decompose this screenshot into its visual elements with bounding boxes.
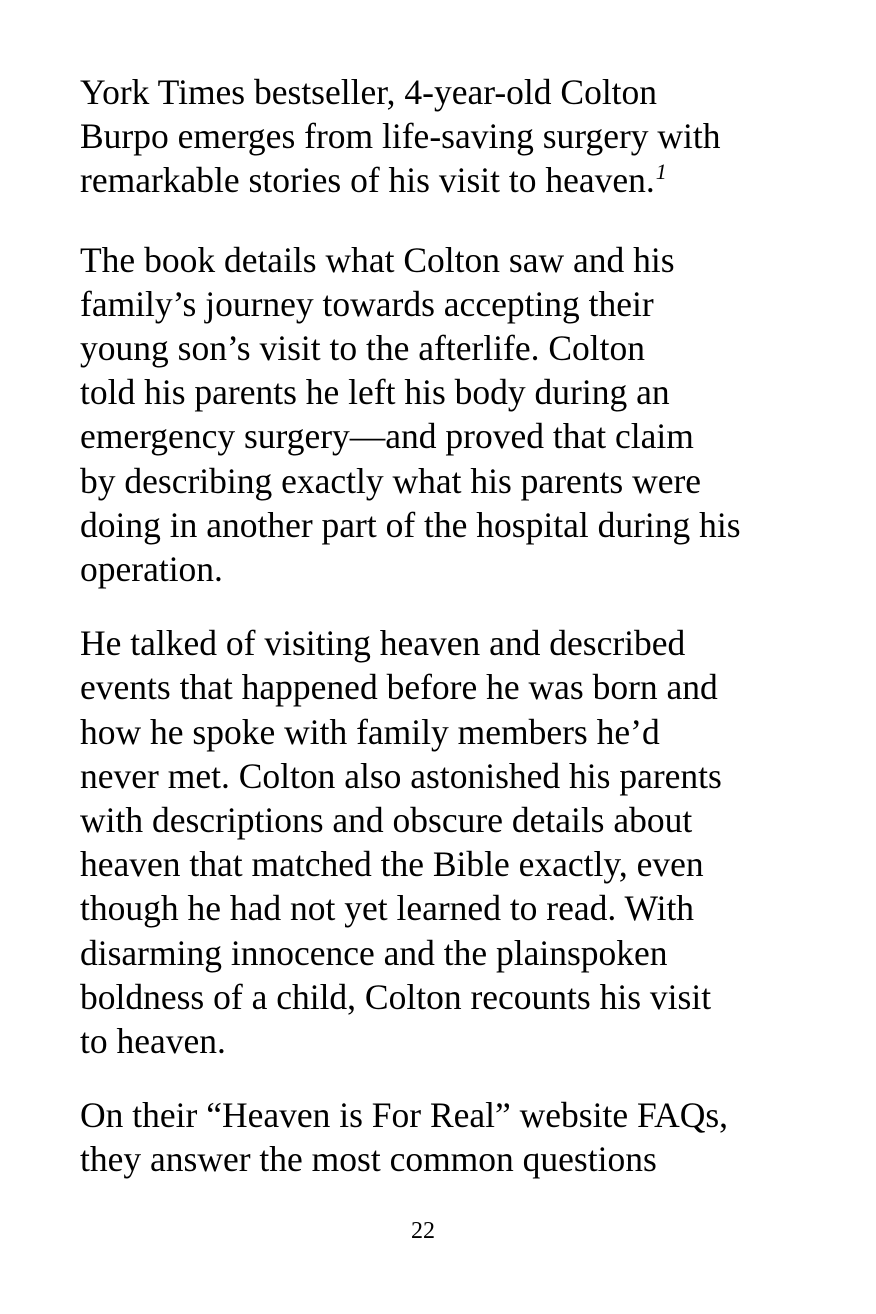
page-number: 22 xyxy=(411,1218,435,1244)
text-line xyxy=(80,158,800,207)
text-line: with descriptions and obscure details about xyxy=(80,800,693,841)
paragraph-2 xyxy=(80,238,800,592)
paragraph-1 xyxy=(80,70,800,208)
text-line: York Times bestseller, 4-year-old Colton xyxy=(80,72,658,112)
text-line: boldness of a child, Colton recounts his visit xyxy=(80,976,712,1017)
text-line: to heaven. xyxy=(80,1021,226,1062)
text-line: though he had not yet learned to read. With xyxy=(80,888,695,929)
text-line: how he spoke with family members he’d xyxy=(80,711,660,752)
text-line: young son’s visit to the afterlife. Colton xyxy=(80,328,645,369)
text-line: operation. xyxy=(80,549,223,590)
text-line: never met. Colton also astonished his parents xyxy=(80,755,722,796)
paragraph-3 xyxy=(80,621,800,1063)
text-line: family’s journey towards accepting their xyxy=(80,283,654,324)
text-line: He talked of visiting heaven and described xyxy=(80,623,686,664)
text-line: emergency surgery—and proved that claim xyxy=(80,416,694,457)
text-line: events that happened before he was born and xyxy=(80,667,718,708)
text-line: heaven that matched the Bible exactly, even xyxy=(80,844,704,885)
text-line: The book details what Colton saw and his xyxy=(80,239,675,280)
text-line: disarming innocence and the plainspoken xyxy=(80,932,668,973)
footnote-reference[interactable]: 1 xyxy=(655,159,667,185)
text-line: Burpo emerges from life-saving surgery with xyxy=(80,116,721,157)
paragraph-4 xyxy=(80,1093,800,1181)
text-line: by describing exactly what his parents were xyxy=(80,460,702,501)
body-text xyxy=(80,70,800,1212)
text-line: told his parents he left his body during an xyxy=(80,372,670,413)
text-line: On their “Heaven is For Real” website FAQs, xyxy=(80,1095,729,1136)
text-line: doing in another part of the hospital during his xyxy=(80,504,741,545)
text-line: they answer the most common questions xyxy=(80,1139,657,1180)
text-line-content: remarkable stories of his visit to heaven. xyxy=(80,160,655,201)
